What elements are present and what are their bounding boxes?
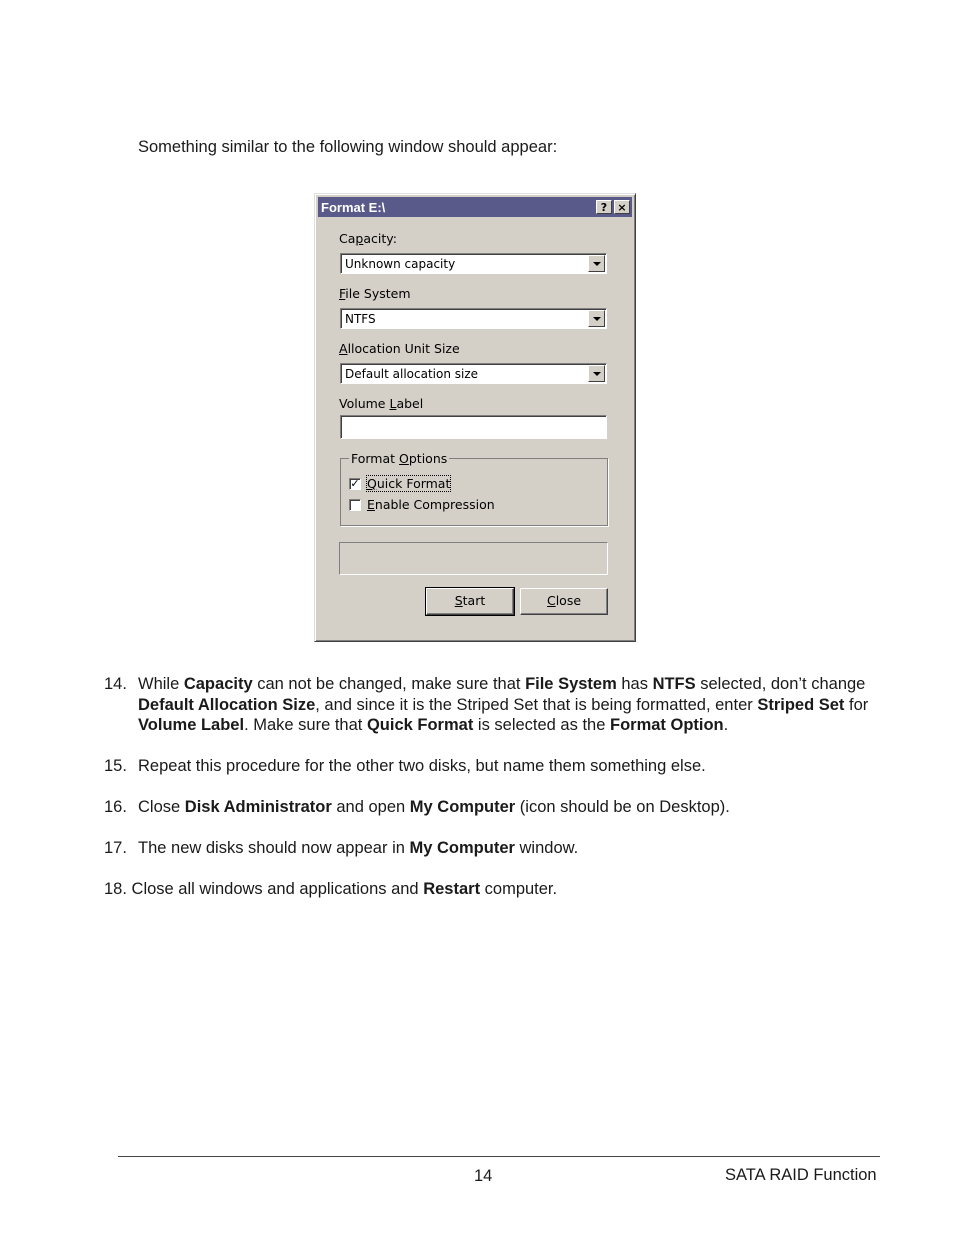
close-label-part: lose (555, 593, 582, 608)
quick-format-checkbox[interactable]: ✓ (350, 476, 360, 490)
step-term: Default Allocation Size (138, 695, 316, 714)
step-text: window. (514, 839, 579, 857)
capacity-value: Unknown capacity (345, 257, 456, 271)
list-item (104, 756, 894, 777)
step-term: My Computer (409, 798, 516, 816)
step-text: is selected as the (473, 716, 610, 734)
list-item (104, 838, 894, 859)
intro-text: Something similar to the following window should appear: (138, 138, 558, 156)
enable-compression-label-part: nable Compression (374, 497, 495, 512)
page-number: 14 (474, 1167, 493, 1185)
quick-format-label (367, 476, 450, 491)
quick-format-mnemonic: Q (367, 476, 377, 491)
format-dialog (314, 193, 636, 642)
step-number: 15. (104, 757, 127, 775)
title-bar[interactable] (318, 197, 632, 217)
dialog-title: Format E:\ (321, 199, 386, 215)
capacity-label-part: Ca (339, 231, 356, 246)
step-number: 14. (104, 675, 127, 693)
allocation-unit-value: Default allocation size (345, 367, 479, 381)
step-term: Volume Label (138, 716, 245, 734)
enable-compression-mnemonic: E (367, 497, 375, 512)
capacity-label (339, 231, 397, 246)
step-text: for (844, 695, 869, 714)
step-text: has (616, 675, 653, 693)
step-text: The new disks should now appear in (138, 839, 410, 857)
format-options-group (340, 451, 608, 526)
file-system-value: NTFS (345, 312, 376, 326)
step-term: Capacity (183, 675, 253, 693)
chevron-down-icon[interactable] (588, 255, 605, 272)
close-mnemonic: C (546, 593, 556, 608)
help-button[interactable]: ? (596, 200, 612, 214)
file-system-dropdown[interactable] (340, 308, 607, 329)
allocation-label-mnemonic: A (339, 341, 348, 356)
enable-compression-label (367, 497, 495, 512)
step-text: Close all windows and applications and (126, 880, 424, 898)
volume-label-part: Volume (339, 396, 390, 411)
footer-section-title: SATA RAID Function (725, 1166, 877, 1184)
step-text: can not be changed, make sure that (252, 675, 526, 693)
step-text: . Make sure that (244, 716, 367, 734)
step-term: NTFS (652, 675, 696, 693)
volume-label-label (339, 396, 423, 411)
capacity-dropdown[interactable] (340, 253, 607, 274)
start-button[interactable] (426, 588, 514, 615)
start-label-part: tart (462, 593, 486, 608)
step-text: selected, don’t change (695, 675, 866, 693)
capacity-label-mnemonic: p (355, 231, 364, 246)
step-text: (icon should be on Desktop). (515, 798, 730, 816)
step-term: Striped Set (757, 695, 845, 714)
footer-divider (118, 1156, 880, 1157)
step-text: . (723, 716, 729, 734)
file-system-label-part: ile System (345, 286, 411, 301)
chevron-down-icon[interactable] (588, 365, 605, 382)
enable-compression-option[interactable] (349, 497, 495, 512)
quick-format-option[interactable] (349, 476, 450, 491)
step-term: My Computer (409, 839, 515, 857)
step-term: Format Option (609, 716, 724, 734)
legend-part: ptions (408, 451, 448, 466)
step-term: Restart (423, 880, 481, 898)
allocation-unit-dropdown[interactable] (340, 363, 607, 384)
start-mnemonic: S (454, 593, 463, 608)
volume-label-part: abel (396, 396, 424, 411)
volume-label-mnemonic: L (389, 396, 397, 411)
step-text: computer. (480, 880, 558, 898)
quick-format-label-part: uick Format (376, 476, 451, 491)
list-item (104, 879, 894, 900)
volume-label-input[interactable] (340, 415, 607, 439)
legend-mnemonic: O (399, 451, 409, 466)
file-system-label-mnemonic: F (339, 286, 346, 301)
step-number: 16. (104, 798, 127, 816)
step-term: Disk Administrator (184, 798, 332, 816)
list-item (104, 797, 894, 818)
close-icon[interactable]: × (614, 200, 630, 214)
step-text: Repeat this procedure for the other two disks, but name them something else. (138, 757, 706, 775)
allocation-label-part: llocation Unit Size (347, 341, 460, 356)
allocation-unit-label (339, 341, 460, 356)
progress-bar (339, 542, 608, 575)
step-text: Close (138, 798, 185, 816)
step-text: and open (331, 798, 410, 816)
step-term: File System (525, 675, 617, 693)
chevron-down-icon[interactable] (588, 310, 605, 327)
capacity-label-part: acity: (363, 231, 397, 246)
step-text: While (138, 675, 184, 693)
close-button[interactable] (520, 588, 608, 615)
format-options-legend (349, 451, 449, 466)
step-term: Quick Format (366, 716, 474, 734)
legend-part: Format (351, 451, 400, 466)
steps-list (104, 674, 894, 920)
file-system-label (339, 286, 411, 301)
enable-compression-checkbox[interactable] (349, 499, 361, 511)
step-number: 17. (104, 839, 127, 857)
list-item (104, 674, 894, 736)
step-number: 18. (104, 880, 127, 898)
step-text: , and since it is the Striped Set that is being formatted, enter (315, 695, 758, 714)
